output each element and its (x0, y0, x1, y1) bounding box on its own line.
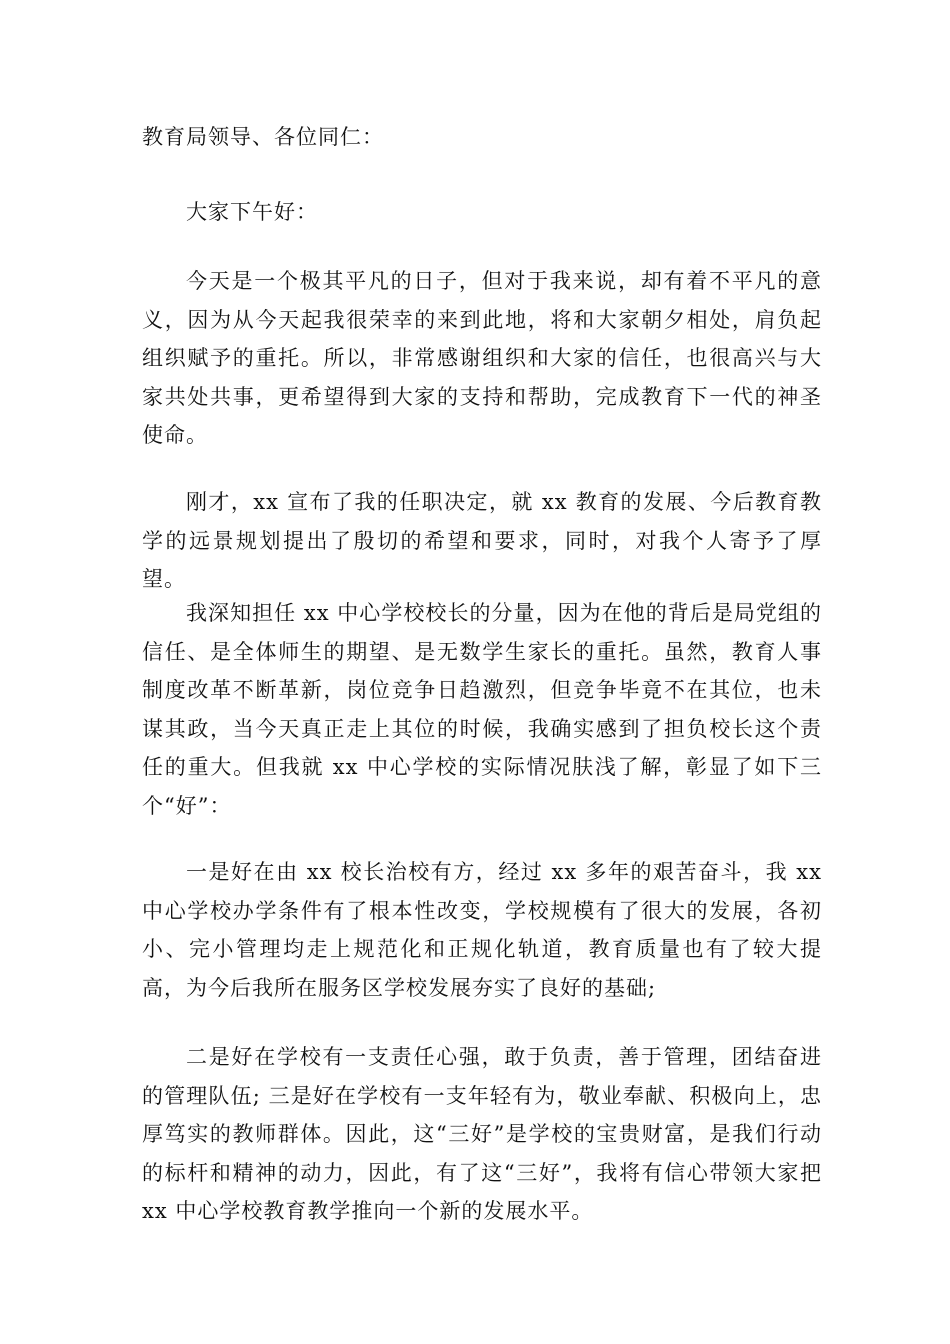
paragraph-4: 一是好在由 xx 校长治校有方，经过 xx 多年的艰苦奋斗，我 xx 中心学校办学条件有了根本性改变，学校规模有了很大的发展，各初小、完小管理均走上规范化和正规化轨道，教育质量也有了较大提高，为今后我所在服务区学校发展夯实了良好的基础; (142, 860, 822, 1000)
greeting: 大家下午好： (186, 200, 318, 224)
salutation: 教育局领导、各位同仁： (142, 125, 384, 149)
paragraph-3: 我深知担任 xx 中心学校校长的分量，因为在他的背后是局党组的信任、是全体师生的期望、是无数学生家长的重托。虽然，教育人事制度改革不断革新，岗位竞争日趋激烈，但竞争毕竟不在其位，也未谋其政，当今天真正走上其位的时候，我确实感到了担负校长这个责任的重大。但我就 xx 中心学校的实际情况肤浅了解，彰显了如下三个“好”： (142, 601, 822, 818)
paragraph-2: 刚才，xx 宣布了我的任职决定，就 xx 教育的发展、今后教育教学的远景规划提出了殷切的希望和要求，同时，对我个人寄予了厚望。 (142, 490, 822, 591)
paragraph-5: 二是好在学校有一支责任心强，敢于负责，善于管理，团结奋进的管理队伍; 三是好在学校有一支年轻有为，敬业奉献、积极向上，忠厚笃实的教师群体。因此，这“三好”是学校的宝贵财富，是我们行动的标杆和精神的动力，因此，有了这“三好”，我将有信心带领大家把 xx 中心学校教育教学推向一个新的发展水平。 (142, 1045, 822, 1223)
paragraph-1: 今天是一个极其平凡的日子，但对于我来说，却有着不平凡的意义，因为从今天起我很荣幸的来到此地，将和大家朝夕相处，肩负起组织赋予的重托。所以，非常感谢组织和大家的信任，也很高兴与大家共处共事，更希望得到大家的支持和帮助，完成教育下一代的神圣使命。 (142, 269, 822, 447)
